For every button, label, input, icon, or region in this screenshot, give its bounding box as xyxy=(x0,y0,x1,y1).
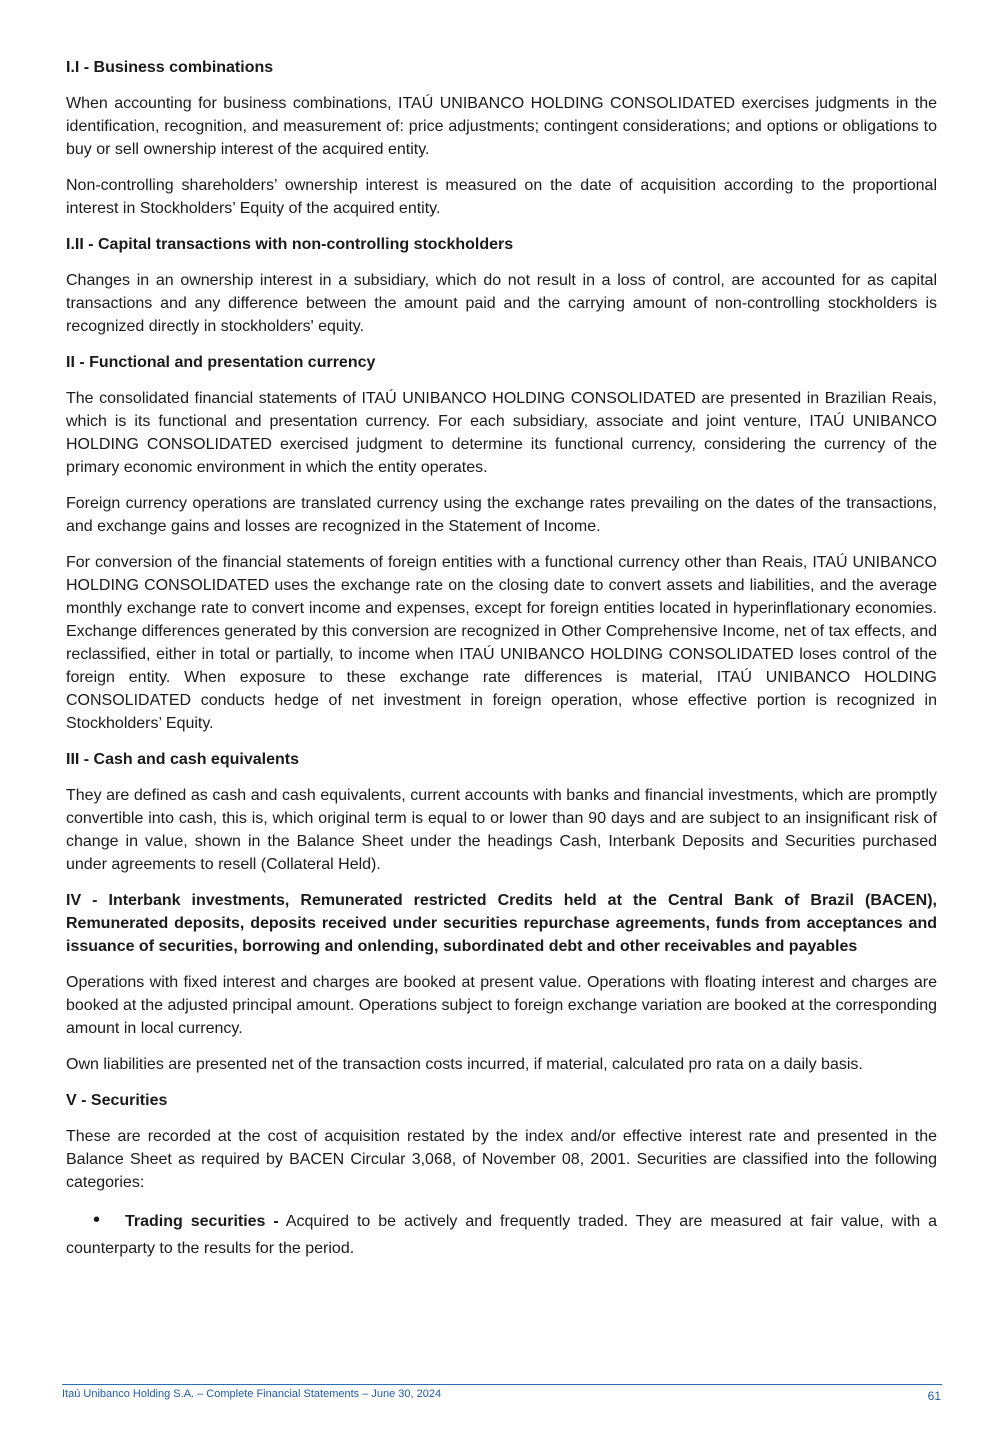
paragraph: Operations with fixed interest and charges are booked at present value. Operations with floating interest and charges are booked at the adjusted principal amount. Operations subject to foreign exchange variation are booked at the corresponding amount in local currency. xyxy=(66,974,937,1037)
bullet-icon: • xyxy=(93,1209,101,1231)
bullet-text: Acquired to be actively and frequently traded. They are measured at fair value, with a counterparty to the results for the period. xyxy=(66,1213,937,1257)
footer-document-title: Itaú Unibanco Holding S.A. – Complete Financial Statements – June 30, 2024 xyxy=(62,1388,442,1400)
bullet-item-trading-securities xyxy=(66,1208,937,1262)
paragraph: They are defined as cash and cash equivalents, current accounts with banks and financial investments, which are promptly convertible into cash, this is, which original term is equal to or lower than 90 days and are subject to an insignificant risk of change in value, shown in the Balance Sheet under the headings Cash, Interbank Deposits and Securities purchased under agreements to resell (Collateral Held). xyxy=(66,787,937,873)
bullet-label: Trading securities - xyxy=(125,1213,279,1230)
paragraph: Non-controlling shareholders’ ownership interest is measured on the date of acquisition according to the proportional interest in Stockholders’ Equity of the acquired entity. xyxy=(66,177,937,217)
footer-divider xyxy=(62,1384,942,1385)
paragraph: Changes in an ownership interest in a subsidiary, which do not result in a loss of control, are accounted for as capital transactions and any difference between the amount paid and the carrying amount of non-controlling stockholders is recognized directly in stockholders' equity. xyxy=(66,272,937,335)
section-heading-functional-currency: II - Functional and presentation currency xyxy=(66,354,376,371)
section-heading-business-combinations: I.I - Business combinations xyxy=(66,59,274,76)
paragraph: These are recorded at the cost of acquisition restated by the index and/or effective interest rate and presented in the Balance Sheet as required by BACEN Circular 3,068, of November 08, 2001. Securities are classified into the following categories: xyxy=(66,1128,937,1191)
paragraph: Foreign currency operations are translated currency using the exchange rates prevailing on the dates of the transactions, and exchange gains and losses are recognized in the Statement of Income. xyxy=(66,495,937,535)
paragraph: When accounting for business combinations, ITAÚ UNIBANCO HOLDING CONSOLIDATED exercises judgments in the identification, recognition, and measurement of: price adjustments; contingent considerations; and options or obligations to buy or sell ownership interest of the acquired entity. xyxy=(66,95,937,158)
section-heading-cash-equivalents: III - Cash and cash equivalents xyxy=(66,751,299,768)
section-heading-capital-transactions: I.II - Capital transactions with non-controlling stockholders xyxy=(66,236,514,253)
section-heading-interbank-investments: IV - Interbank investments, Remunerated restricted Credits held at the Central Bank of Brazil (BACEN), Remunerated deposits, deposits received under securities repurchase agreements, funds from acceptances and issuance of securities, borrowing and onlending, subordinated debt and other receivables and payables xyxy=(66,892,937,955)
paragraph: For conversion of the financial statements of foreign entities with a functional currency other than Reais, ITAÚ UNIBANCO HOLDING CONSOLIDATED uses the exchange rate on the closing date to convert assets and liabilities, and the average monthly exchange rate to convert income and expenses, except for foreign entities located in hyperinflationary economies. Exchange differences generated by this conversion are recognized in Other Comprehensive Income, net of tax effects, and reclassified, either in total or partially, to income when ITAÚ UNIBANCO HOLDING CONSOLIDATED loses control of the foreign entity. When exposure to these exchange rate differences is material, ITAÚ UNIBANCO HOLDING CONSOLIDATED conducts hedge of net investment in foreign operation, whose effective portion is recognized in Stockholders’ Equity. xyxy=(66,554,937,732)
section-heading-securities: V - Securities xyxy=(66,1092,168,1109)
paragraph: The consolidated financial statements of ITAÚ UNIBANCO HOLDING CONSOLIDATED are presented in Brazilian Reais, which is its functional and presentation currency. For each subsidiary, associate and joint venture, ITAÚ UNIBANCO HOLDING CONSOLIDATED exercised judgment to determine its functional currency, considering the currency of the primary economic environment in which the entity operates. xyxy=(66,390,937,476)
paragraph: Own liabilities are presented net of the transaction costs incurred, if material, calculated pro rata on a daily basis. xyxy=(66,1056,863,1073)
document-body xyxy=(66,56,937,1262)
page-number: 61 xyxy=(927,1389,941,1403)
